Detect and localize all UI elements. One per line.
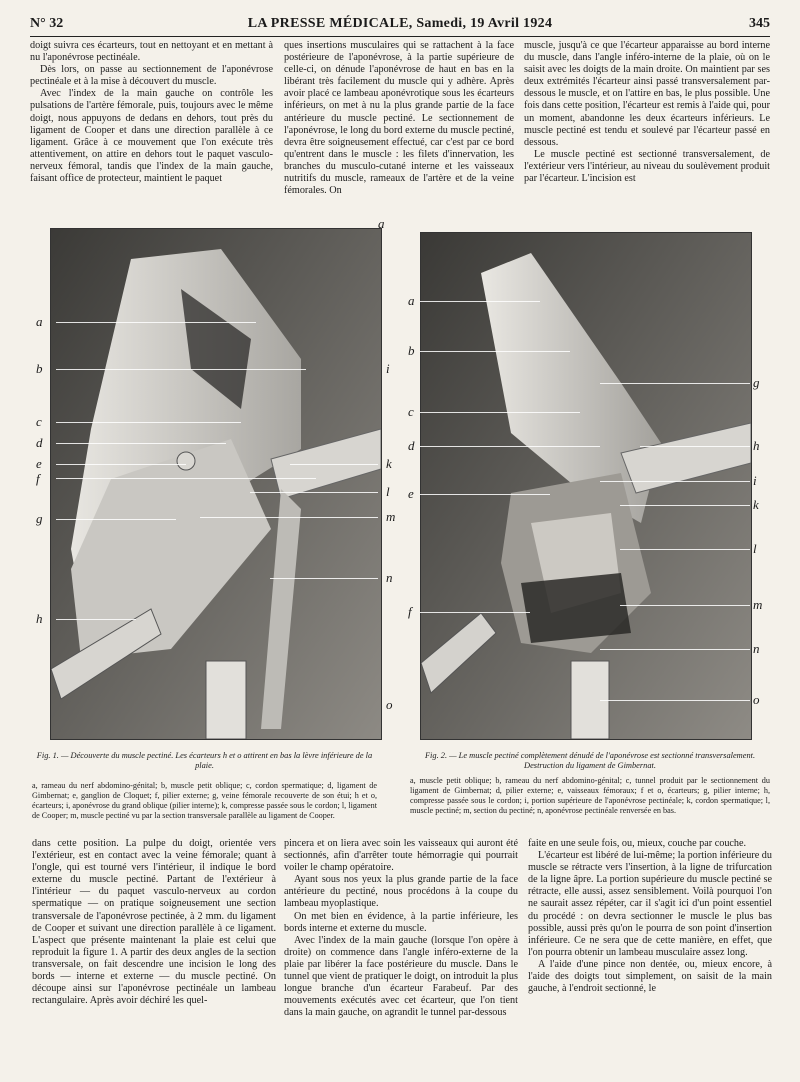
leader-line (420, 351, 570, 352)
figure-1-caption (32, 751, 377, 771)
figure-2-legend (410, 776, 770, 816)
leader-line (56, 322, 256, 323)
bottom-column-1 (32, 838, 276, 1007)
paragraph: faite en une seule fois, ou, mieux, couche par couche. (528, 838, 747, 849)
caption-text: Fig. 2. — Le muscle pectiné complètement dénudé de l'aponévrose est sectionné transversalement. Destruction du ligament de Gimbernat. (424, 751, 756, 770)
figure-label: a (378, 216, 385, 231)
figure-label: h (36, 611, 43, 626)
leader-line (56, 478, 316, 479)
leader-line (420, 412, 580, 413)
leader-line (600, 383, 750, 384)
top-column-2 (284, 40, 514, 197)
bottom-column-2 (284, 838, 518, 1019)
figure-label: a (408, 293, 415, 308)
paragraph: A l'aide d'une pince non dentée, ou, mieux encore, à l'aide des doigts tout simplement, on saisit de la main gauche, à l'endroit sectionné, le (528, 958, 772, 995)
leader-line (420, 494, 550, 495)
leader-line (56, 443, 226, 444)
figure-label: c (36, 414, 42, 429)
leader-line (600, 481, 750, 482)
leader-line (600, 649, 750, 650)
top-column-3 (524, 40, 770, 185)
caption-text: Fig. 1. — Découverte du muscle pectiné. Les écarteurs h et o attirent en bas la lèvre inférieure de la plaie. (36, 751, 373, 770)
figure-label: i (753, 473, 757, 488)
paragraph: muscle, jusqu'à ce que l'écarteur apparaisse au bord interne du muscle, dans l'angle inféro-interne de la plaie, où on le saisit avec les doigts de la main droite. On maintient par ses deux extrémités l'écarteur ainsi passé transversalement par-dessous le muscle, et on l'attire en bas, le plus possible. Une fois dans cette position, l'écarteur est remis à l'aide qui, pour un moment, abandonne les deux écarteurs inférieurs. Le muscle pectiné est tendu et soulevé par l'écarteur passé en dessous. (524, 40, 770, 148)
figure-label: l (386, 484, 390, 499)
page-header (30, 16, 770, 38)
leader-line (600, 700, 750, 701)
legend-text: a, rameau du nerf abdomino-génital; b, muscle petit oblique; c, cordon spermatique; d, ligament de Gimbernat; e, ganglion de Cloquet; f, pilier externe; g, veine fémorale recouverte de son étui; h et o, écarteurs; i, aponévrose du grand oblique (pilier interne); k, compresse passée sous le cordon; l, ligament de Cooper; m, muscle pectiné vu par la section transversale parallèle au ligament de Cooper. (32, 781, 377, 820)
leader-line (290, 464, 378, 465)
surgical-drawing-1 (51, 229, 381, 739)
top-column-1 (30, 40, 273, 185)
figure-label: f (36, 471, 40, 486)
paragraph: doigt suivra ces écarteurs, tout en nettoyant et en mettant à nu l'aponévrose pectinéale. (30, 40, 273, 64)
legend-text: a, muscle petit oblique; b, rameau du nerf abdomino-génital; c, tunnel produit par le sectionnement du ligament de Gimbernat; d, pilier externe; e, vaisseaux fémoraux; f et o, écarteurs; g, pilier interne; h, compresse passée sous le cordon; i, portion supérieure de l'aponévrose pectinéale; k, cordon spermatique; l, muscle pectiné; m, section du pectiné; n, aponévrose pectinéale renversée en bas. (410, 776, 770, 815)
figure-label: c (408, 404, 414, 419)
figure-label: e (408, 486, 414, 501)
surgical-drawing-2 (421, 233, 751, 739)
figure-2-illustration (420, 232, 752, 740)
figure-label: a (36, 314, 43, 329)
journal-title: LA PRESSE MÉDICALE, Samedi, 19 Avril 1924 (247, 16, 553, 31)
header-rule (30, 36, 770, 37)
paragraph: Ayant sous nos yeux la plus grande partie de la face antérieure du pectiné, nous procédons à la coupe du lambeau myoplastique. (284, 874, 518, 910)
bottom-column-3 (528, 838, 772, 995)
issue-number: N° 32 (30, 16, 64, 31)
figure-label: k (386, 456, 392, 471)
page-number: 345 (749, 16, 770, 31)
paragraph: ques insertions musculaires qui se rattachent à la face postérieure de l'aponévrose, à la partie supérieure de celle-ci, on dénude l'aponévrose de haut en bas en la libérant très facilement du muscle qui y adhère. Après avoir placé ce lambeau aponévrotique sous les écarteurs inférieurs, on met à nu la plus grande partie de la face antérieure du muscle pectiné. Le sectionnement de l'aponévrose, le long du bord externe du muscle pectiné, devra être soigneusement effectué, car c'est par ce bord qu'entrent dans le muscle : les filets d'innervation, les branches du musculo-cutané interne et les vaisseaux nutritifs du muscle, rameaux de l'artère et de la veine fémorales. On (284, 40, 514, 197)
figure-label: l (753, 541, 757, 556)
paragraph: Avec l'index de la main gauche on contrôle les pulsations de l'artère fémorale, puis, toujours avec le même doigt, nous appuyons de dedans en dehors, tout près du ligament de Cooper et dans une direction parallèle à ce ligament. Grâce à ce mouvement que l'on exécute très attentivement, on attire en dehors tout le paquet vasculo-nerveux fémoral, tandis que l'index de la main gauche, faisant office de protecteur, maintient le paquet (30, 88, 273, 185)
figure-label: d (408, 438, 415, 453)
figure-label: n (753, 641, 760, 656)
figure-label: g (753, 375, 760, 390)
figure-label: b (36, 361, 43, 376)
leader-line (620, 505, 750, 506)
leader-line (56, 519, 176, 520)
figure-label: b (408, 343, 415, 358)
leader-line (56, 464, 186, 465)
figure-label: f (408, 604, 412, 619)
paragraph: Avec l'index de la main gauche (lorsque l'on opère à droite) on commence dans l'angle inféro-externe de la plaie par libérer la face postérieure du muscle. Dans le tunnel que vient de pratiquer le doigt, on introduit la plus longue branche d'un écarteur Farabeuf. Par des mouvements exécutés avec cet écarteur, que l'on tient dans la main gauche, on agrandit le tunnel par-dessous (284, 934, 518, 1019)
paragraph: pincera et on liera avec soin les vaisseaux qui auront été sectionnés, afin d'arrêter toute hémorragie qui pourrait voiler le champ opératoire. (284, 838, 518, 874)
figure-label: i (386, 361, 390, 376)
paragraph: Le muscle pectiné est sectionné transversalement, de l'extérieur vers l'intérieur, au niveau du soulèvement produit par l'écarteur. L'incision est (524, 148, 770, 185)
leader-line (56, 369, 306, 370)
figure-label: n (386, 570, 393, 585)
figure-label: g (36, 511, 43, 526)
figure-label: o (753, 692, 760, 707)
leader-line (620, 605, 750, 606)
leader-line (200, 517, 378, 518)
figure-1-legend (32, 781, 377, 821)
leader-line (420, 301, 540, 302)
leader-line (420, 612, 530, 613)
figure-label: d (36, 435, 43, 450)
leader-line (250, 492, 378, 493)
leader-line (56, 619, 136, 620)
paragraph: On met bien en évidence, à la partie inférieure, les bords interne et externe du muscle. (284, 910, 518, 934)
leader-line (640, 446, 750, 447)
leader-line (56, 422, 241, 423)
paragraph: dans cette position. La pulpe du doigt, orientée vers l'extérieur, est en contact avec la veine fémorale; quant à l'ongle, qui est tourné vers l'intérieur, il indique le bord externe du muscle pectiné. Partant de l'extérieur à l'intérieur — du paquet vasculo-nerveux au cordon spermatique — on pratique soigneusement une section transversale de l'aponévrose pectinée, à 2 mm. du ligament de Cooper et suivant une direction parallèle à ce ligament. L'aspect que présente maintenant la plaie est celui que reproduit la figure 1. A partir des deux angles de la section transversale, on fait descendre une incision le long des bords — interne et externe — du muscle pectiné. On découpe ainsi sur l'aponévrose pectinéale un lambeau rectangulaire. Après avoir déchiré les quel- (32, 838, 276, 1007)
figure-label: m (386, 509, 396, 524)
figure-label: e (36, 456, 42, 471)
figure-label: o (386, 697, 393, 712)
leader-line (420, 446, 600, 447)
leader-line (620, 549, 750, 550)
figure-2-caption (410, 751, 770, 771)
figure-label: m (753, 597, 763, 612)
paragraph: Dès lors, on passe au sectionnement de l'aponévrose pectinéale et à la mise à découvert du muscle. (30, 64, 273, 88)
leader-line (270, 578, 378, 579)
paragraph: L'écarteur est libéré de lui-même; la portion inférieure du muscle se rétracte vers l'insertion, à la ligne de trifurcation de la ligne âpre. La portion supérieure du muscle pectiné se rétracte, elle aussi, assez sensiblement. Voilà pourquoi l'on ne saurait assez répéter, car il s'agit ici d'un point essentiel du procédé : on devra sectionner le muscle le plus bas possible, aussi près qu'on le pourra de son point d'insertion inférieure. Ce ne sera que de cette manière, en effet, que l'on pourra obtenir un lambeau musculaire assez long. (528, 850, 772, 958)
figure-1-illustration (50, 228, 382, 740)
figure-label: k (753, 497, 759, 512)
figure-label: h (753, 438, 760, 453)
